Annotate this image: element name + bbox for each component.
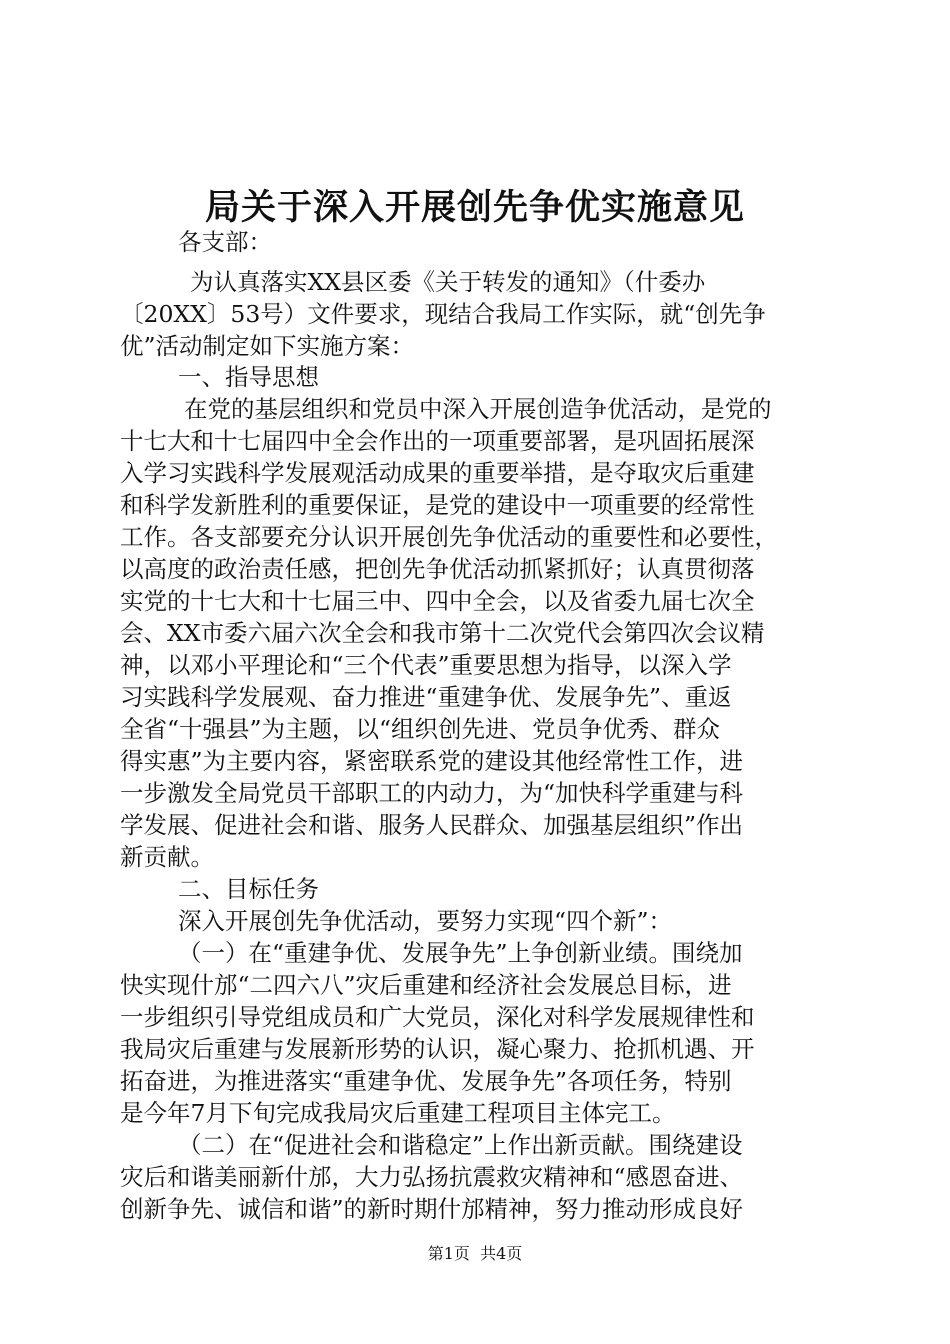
paragraph-line: 在党的基层组织和党员中深入开展创造争优活动，是党的 — [184, 395, 772, 423]
paragraph-line: 入学习实践科学发展观活动成果的重要举措，是夺取灾后重建 — [120, 459, 755, 487]
paragraph-line: 深入开展创先争优活动，要努力实现“四个新”： — [178, 907, 673, 935]
paragraph-line: 快实现什邡“二四六八”灾后重建和经济社会发展总目标，进 — [120, 971, 732, 999]
paragraph-line: 学发展、促进社会和谐、服务人民群众、加强基层组织”作出 — [120, 811, 744, 839]
salutation: 各支部： — [178, 228, 272, 256]
paragraph-line: 〔20XX〕53号）文件要求，现结合我局工作实际，就“创先争 — [120, 300, 766, 328]
paragraph-line: 工作。各支部要充分认识开展创先争优活动的重要性和必要性， — [120, 523, 778, 551]
document-title: 局关于深入开展创先争优实施意见 — [204, 187, 745, 228]
paragraph-line: 神，以邓小平理论和“三个代表”重要思想为指导，以深入学 — [120, 651, 732, 679]
paragraph-line: 一步组织引导党组成员和广大党员，深化对科学发展规律性和 — [120, 1003, 755, 1031]
paragraph-line: 得实惠”为主要内容，紧密联系党的建设其他经常性工作，进 — [120, 747, 744, 775]
paragraph-line: 拓奋进，为推进落实“重建争优、发展争先”各项任务，特别 — [120, 1067, 732, 1095]
paragraph-line: 习实践科学发展观、奋力推进“重建争优、发展争先”、重返 — [120, 683, 732, 711]
paragraph-line: 优”活动制定如下实施方案： — [120, 332, 415, 360]
paragraph-line: 十七大和十七届四中全会作出的一项重要部署，是巩固拓展深 — [120, 427, 755, 455]
paragraph-line: 灾后和谐美丽新什邡，大力弘扬抗震救灾精神和“感恩奋进、 — [120, 1163, 744, 1191]
paragraph-line: 实党的十七大和十七届三中、四中全会，以及省委九届七次全 — [120, 587, 755, 615]
section-heading: 一、指导思想 — [178, 363, 319, 391]
page-number: 第1页 共4页 — [427, 1244, 523, 1263]
paragraph-line: 是今年7月下旬完成我局灾后重建工程项目主体完工。 — [120, 1099, 676, 1127]
paragraph-line: 会、XX市委六届六次全会和我市第十二次党代会第四次会议精 — [120, 619, 765, 647]
paragraph-line: （一）在“重建争优、发展争先”上争创新业绩。围绕加 — [178, 939, 743, 967]
paragraph-line: 我局灾后重建与发展新形势的认识，凝心聚力、抢抓机遇、开 — [120, 1035, 755, 1063]
paragraph-line: 和科学发新胜利的重要保证，是党的建设中一项重要的经常性 — [120, 491, 755, 519]
paragraph-line: 创新争先、诚信和谐”的新时期什邡精神，努力推动形成良好 — [120, 1195, 744, 1223]
paragraph-line: 全省“十强县”为主题，以“组织创先进、党员争优秀、群众 — [120, 715, 721, 743]
paragraph-line: 一步激发全局党员干部职工的内动力，为“加快科学重建与科 — [120, 779, 744, 807]
paragraph-line: 新贡献。 — [120, 843, 214, 871]
section-heading: 二、目标任务 — [178, 875, 319, 903]
paragraph-line: 以高度的政治责任感，把创先争优活动抓紧抓好；认真贯彻落 — [120, 555, 755, 583]
paragraph-line: 为认真落实XX县区委《关于转发的通知》（什委办 — [190, 268, 706, 296]
paragraph-line: （二）在“促进社会和谐稳定”上作出新贡献。围绕建设 — [178, 1131, 743, 1159]
